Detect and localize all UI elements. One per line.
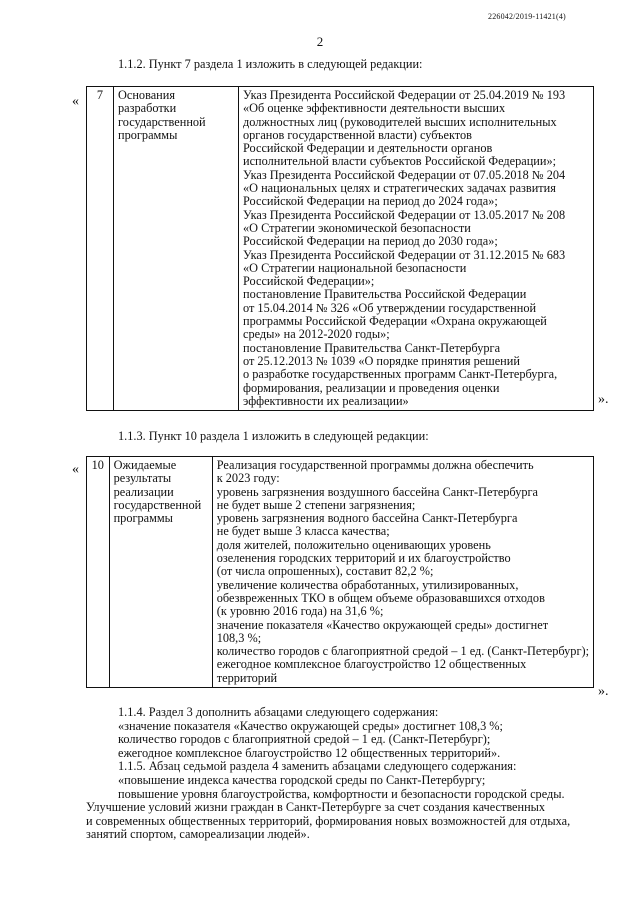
content-line: обезвреженных ТКО в общем объеме образовавшихся отходов xyxy=(216,590,545,605)
item-name-line: результаты xyxy=(113,471,172,486)
content-line: уровень загрязнения воздушного бассейна Санкт-Петербурга xyxy=(216,484,539,499)
content-line: Российской Федерации на период до 2024 года»; xyxy=(243,194,498,209)
item-name-line: программы xyxy=(118,127,178,142)
item-name-line: государственной xyxy=(113,497,202,512)
content-line: Указ Президента Российской Федерации от 31.12.2015 № 683 xyxy=(243,247,566,262)
item-number: 7 xyxy=(87,87,114,411)
body-line: Улучшение условий жизни граждан в Санкт-Петербурге за счет создания качественных xyxy=(86,800,546,815)
body-line: «повышение индекса качества городской среды по Санкт-Петербургу; xyxy=(118,772,486,787)
body-text xyxy=(0,706,640,842)
content-line: ежегодное комплексное благоустройство 12 общественных xyxy=(216,657,527,672)
content-line: от 25.12.2013 № 1039 «О порядке принятия решений xyxy=(243,353,520,368)
content-line: постановление Правительства Российской Федерации xyxy=(243,287,527,302)
content-line: «О национальных целях и стратегических задачах развития xyxy=(243,181,556,196)
content-line: постановление Правительства Санкт-Петербурга xyxy=(243,340,501,355)
item-name xyxy=(109,457,212,688)
content-line: Реализация государственной программы должна обеспечить xyxy=(216,458,534,472)
content-line: доля жителей, положительно оценивающих уровень xyxy=(216,537,491,552)
body-line: и современных общественных территорий, формирования новых возможностей для отдыха, xyxy=(86,813,571,828)
item-content xyxy=(212,457,593,688)
item-name-line: разработки xyxy=(118,101,177,116)
table1-open-quote: « xyxy=(72,94,79,109)
body-line: 1.1.5. Абзац седьмой раздела 4 заменить абзацами следующего содержания: xyxy=(118,759,517,774)
item-name xyxy=(114,87,239,411)
item-name-line: Основания xyxy=(118,88,175,102)
item-name-line: государственной xyxy=(118,114,206,129)
body-line: повышение уровня благоустройства, комфортности и безопасности городской среды. xyxy=(118,786,565,801)
content-line: Указ Президента Российской Федерации от 25.04.2019 № 193 xyxy=(243,88,566,102)
content-line: Указ Президента Российской Федерации от 13.05.2017 № 208 xyxy=(243,207,566,222)
table-row xyxy=(87,87,594,411)
content-line: уровень загрязнения водного бассейна Санкт-Петербурга xyxy=(216,511,518,526)
content-line: к 2023 году: xyxy=(216,471,280,486)
content-line: среды» на 2012-2020 годы»; xyxy=(243,327,390,342)
page-number: 2 xyxy=(316,34,324,49)
body-line: занятий спортом, самореализации людей». xyxy=(86,827,310,842)
item-name-line: реализации xyxy=(113,484,174,499)
content-line: органов государственной власти) субъектов xyxy=(243,127,472,142)
content-line: Российской Федерации и деятельности органов xyxy=(243,141,493,156)
body-line: 1.1.4. Раздел 3 дополнить абзацами следующего содержания: xyxy=(118,705,439,719)
table2-open-quote: « xyxy=(72,462,79,477)
content-line: увеличение количества обработанных, утилизированных, xyxy=(216,577,519,592)
item-name-line: программы xyxy=(113,511,173,526)
content-line: «О Стратегии экономической безопасности xyxy=(243,220,471,235)
content-line: 108,3 %; xyxy=(216,630,262,645)
content-line: от 15.04.2014 № 326 «Об утверждении государственной xyxy=(243,300,537,315)
content-line: должностных лиц (руководителей высших исполнительных xyxy=(243,114,557,129)
document-number: 226042/2019-11421(4) xyxy=(488,12,566,21)
content-line: программы Российской Федерации «Охрана окружающей xyxy=(243,314,547,329)
table2-close-quote: ». xyxy=(598,684,609,699)
content-line: озеленения городских территорий и их благоустройство xyxy=(216,551,511,566)
passport-table-item-10 xyxy=(86,456,594,688)
content-line: эффективности их реализации» xyxy=(243,393,409,408)
passport-table-item-7 xyxy=(86,86,594,411)
content-line: «Об оценке эффективности деятельности высших xyxy=(243,101,506,116)
content-line: «О Стратегии национальной безопасности xyxy=(243,260,467,275)
section-heading-1-1-3: 1.1.3. Пункт 10 раздела 1 изложить в следующей редакции: xyxy=(118,429,429,443)
content-line: не будет выше 2 степени загрязнения; xyxy=(216,497,416,512)
content-line: исполнительной власти субъектов Российской Федерации»; xyxy=(243,154,557,169)
item-number: 10 xyxy=(87,457,110,688)
content-line: не будет выше 3 класса качества; xyxy=(216,524,390,539)
body-line: количество городов с благоприятной средой – 1 ед. (Санкт-Петербург); xyxy=(118,732,491,747)
table-row xyxy=(87,457,594,688)
table1-close-quote: ». xyxy=(598,392,609,407)
content-line: о разработке государственных программ Санкт-Петербурга, xyxy=(243,367,558,382)
body-line: ежегодное комплексное благоустройство 12 общественных территорий». xyxy=(118,745,501,760)
content-line: территорий xyxy=(216,670,278,685)
item-name-line: Ожидаемые xyxy=(113,458,177,472)
content-line: формирования, реализации и проведения оценки xyxy=(243,380,500,395)
content-line: значение показателя «Качество окружающей среды» достигнет xyxy=(216,617,549,632)
content-line: Российской Федерации»; xyxy=(243,274,375,289)
content-line: Российской Федерации на период до 2030 года»; xyxy=(243,234,498,249)
content-line: (от числа опрошенных), составит 82,2 %; xyxy=(216,564,434,579)
content-line: (к уровню 2016 года) на 31,6 %; xyxy=(216,604,384,619)
content-line: Указ Президента Российской Федерации от 07.05.2018 № 204 xyxy=(243,167,566,182)
item-content xyxy=(239,87,594,411)
section-heading-1-1-2: 1.1.2. Пункт 7 раздела 1 изложить в следующей редакции: xyxy=(118,57,423,71)
content-line: количество городов с благоприятной средой – 1 ед. (Санкт-Петербург); xyxy=(216,644,589,659)
body-line: «значение показателя «Качество окружающей среды» достигнет 108,3 %; xyxy=(118,718,503,733)
